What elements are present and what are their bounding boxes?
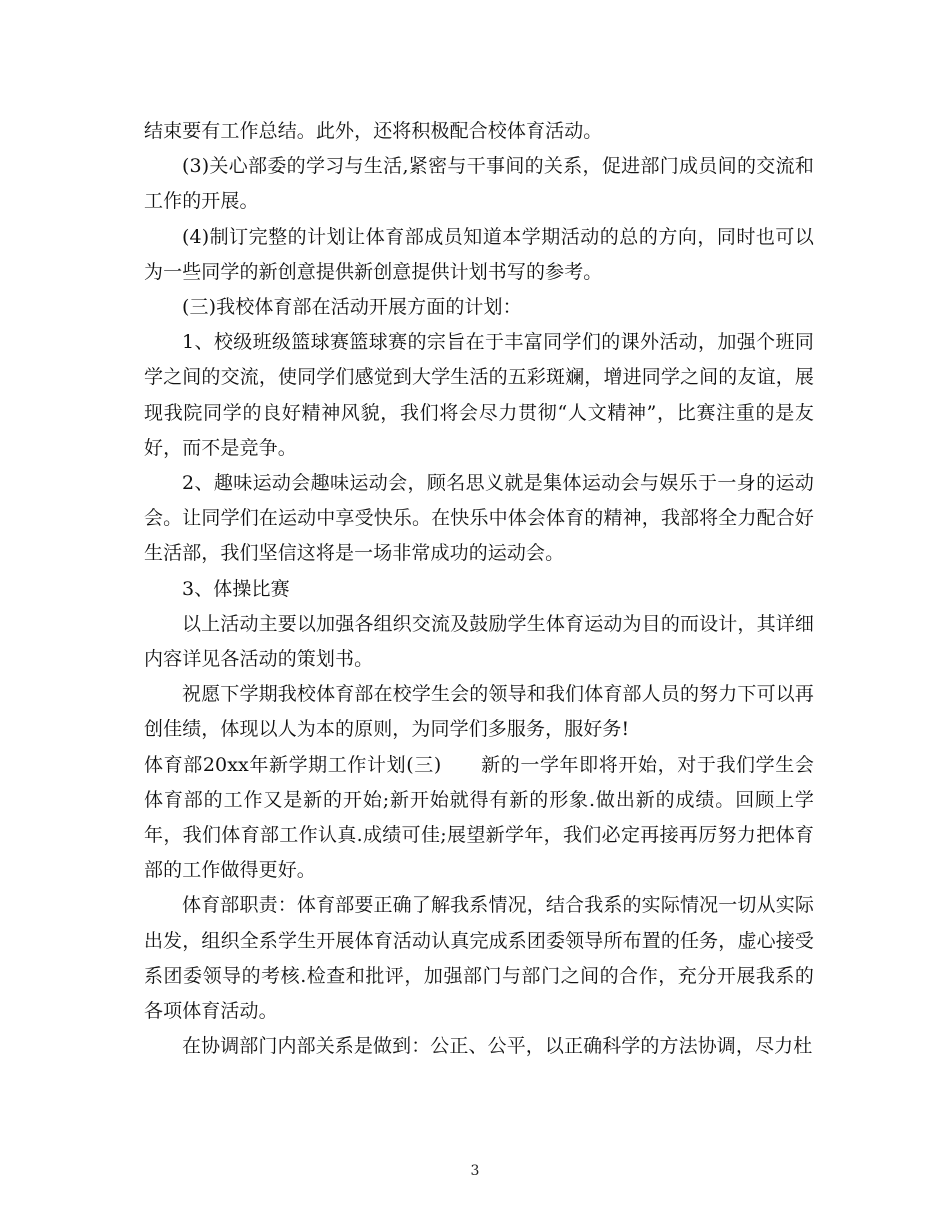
paragraph-gymnastics: 3、体操比赛 xyxy=(182,577,290,600)
paragraph-coordination: 在协调部门内部关系是做到：公正、公平，以正确科学的方法协调，尽力杜 xyxy=(182,1035,813,1058)
paragraph-item-3: (3)关心部委的学习与生活,紧密与干事间的关系，促进部门成员间的交流和工作的开展。 xyxy=(144,155,814,213)
section-heading-activity-plan: (三)我校体育部在活动开展方面的计划： xyxy=(182,296,522,319)
paragraph-fun-games: 2、趣味运动会趣味运动会，顾名思义就是集体运动会与娱乐于一身的运动会。让同学们在运动中享受快乐。在快乐中体会体育的精神，我部将全力配合好生活部，我们坚信这将是一场非常成功的运动会。 xyxy=(144,472,814,565)
paragraph-item-4: (4)制订完整的计划让体育部成员知道本学期活动的总的方向，同时也可以为一些同学的新创意提供新创意提供计划书写的参考。 xyxy=(144,225,814,283)
paragraph-responsibilities: 体育部职责：体育部要正确了解我系情况，结合我系的实际情况一切从实际出发，组织全系学生开展体育活动认真完成系团委领导所布置的任务，虚心接受系团委领导的考核.检查和批评，加强部门与部门之间的合作，充分开展我系的各项体育活动。 xyxy=(144,894,814,1023)
paragraph-activity-summary: 以上活动主要以加强各组织交流及鼓励学生体育运动为目的而设计，其详细内容详见各活动的策划书。 xyxy=(144,612,814,671)
paragraph-basketball: 1、校级班级篮球赛篮球赛的宗旨在于丰富同学们的课外活动，加强个班同学之间的交流，使同学们感觉到大学生活的五彩斑斓，增进同学之间的友谊，展现我院同学的良好精神风貌，我们将会尽力贯彻“人文精神”，比赛注重的是友好，而不是竞争。 xyxy=(144,331,814,459)
paragraph-plan-three: 体育部20xx年新学期工作计划(三) 新的一学年即将开始，对于我们学生会体育部的工作又是新的开始;新开始就得有新的形象.做出新的成绩。回顾上学年，我们体育部工作认真.成绩可佳;展望新学年，我们必定再接再厉努力把体育部的工作做得更好。 xyxy=(144,753,814,882)
page-number: 3 xyxy=(470,1163,480,1179)
paragraph-wishes: 祝愿下学期我校体育部在校学生会的领导和我们体育部人员的努力下可以再创佳绩，体现以人为本的原则，为同学们多服务，服好务! xyxy=(144,683,814,741)
paragraph-continuation: 结束要有工作总结。此外，还将积极配合校体育活动。 xyxy=(144,120,603,142)
body-text xyxy=(144,114,814,1064)
